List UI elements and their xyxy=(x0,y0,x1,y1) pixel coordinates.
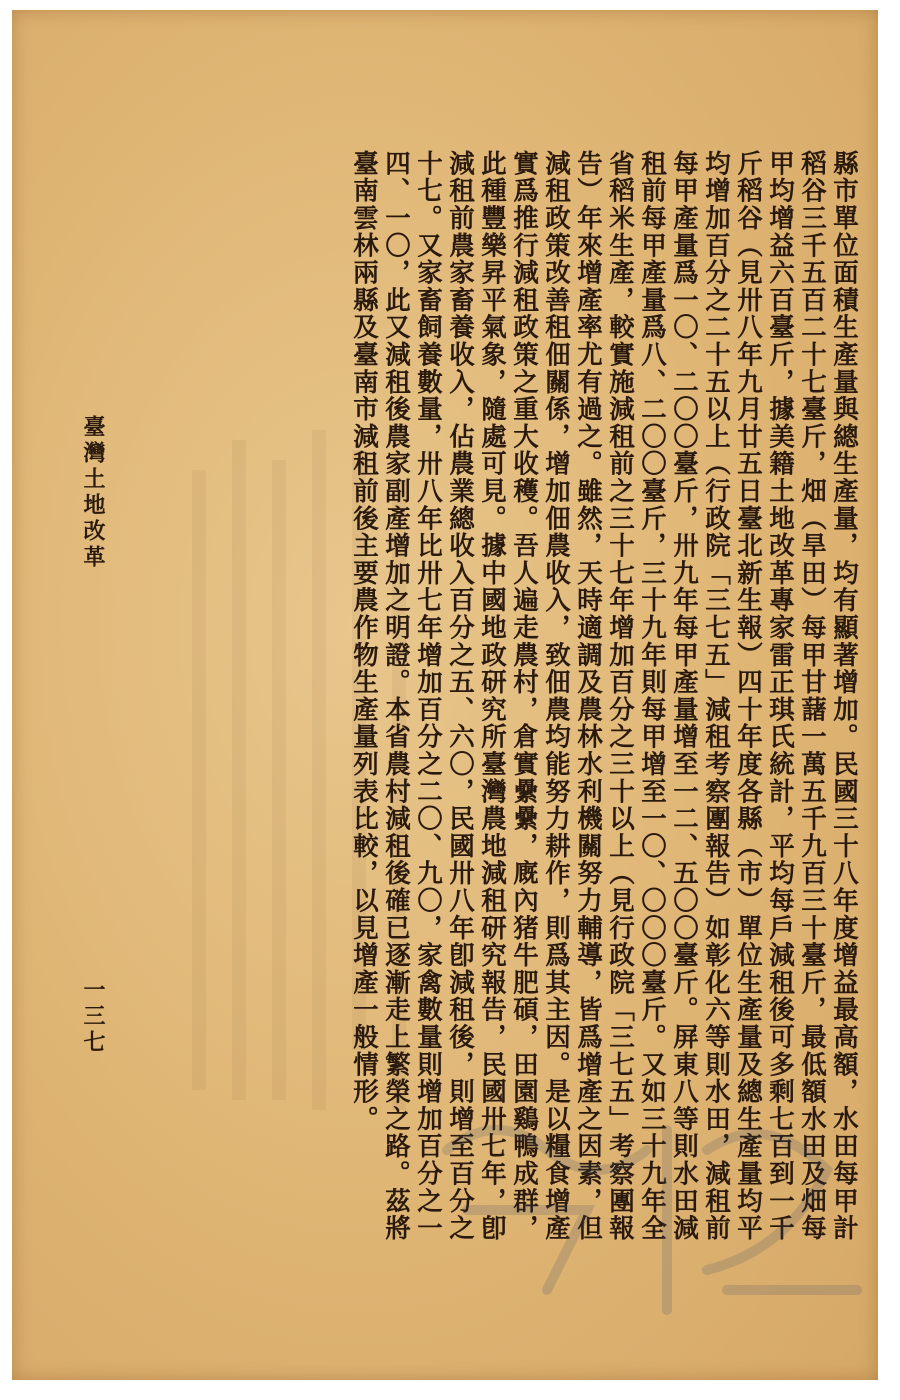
book-page xyxy=(12,10,878,1380)
running-title: 臺灣土地改革 xyxy=(80,415,106,571)
body-text xyxy=(260,150,860,1265)
page-number: 一三七 xyxy=(80,978,106,1056)
main-paragraph: 縣市單位面積生產量與總生產量，均有顯著增加。民國三十八年度增益最高額，水田每甲計稻谷三千五百二十七臺斤，畑（旱田）每甲甘藷一萬五千九百三十臺斤，最低額水田及畑每甲均增益六百臺斤，據美籍土地改革專家雷正琪氏統計，平均每戶減租後可多剩七百到一千斤稻谷（見卅八年九月廿五日臺北新生報）四十年度各縣（市）單位生產量及總生產量均平均增加百分之二十五以上（行政院「三七五」減租考察團報告）如彰化六等則水田，減租前每甲產量爲一〇、二〇〇臺斤，卅九年每甲產量增至一二、五〇〇臺斤。屏東八等則水田減租前每甲產量爲八、二〇〇臺斤，三十九年則每甲增至一〇、〇〇〇臺斤。又如三十九年全省稻米生產，較實施減租前之三十七年增加百分之三十以上（見行政院「三七五」考察團報告）年來增產率尤有過之。雖然，天時適調及農林水利機關努力輔導，皆爲增產之因素，但減租政策改善租佃關係，增加佃農收入，致佃農均能努力耕作，則爲其主因。是以糧食增產實爲推行減租政策之重大收穫。吾人遍走農村，倉實纍纍，廐內猪牛肥碩，田園鷄鴨成群，此種豐樂昇平氣象，隨處可見。據中國地政研究所臺灣農地減租研究報告，民國卅七年，卽減租前農家畜養收入，佔農業總收入百分之五、六〇，民國卅八年卽減租後，則增至百分之十七。又家畜飼養數量，卅八年比卅七年增加百分之二〇、九〇，家禽數量則增加百分之一四、一〇，此又減租後農家副產增加之明證。本省農村減租後確已逐漸走上繁榮之路。茲將臺南雲林兩縣及臺南市減租前後主要農作物生產量列表比較，以見增產一般情形。 xyxy=(349,150,859,1242)
